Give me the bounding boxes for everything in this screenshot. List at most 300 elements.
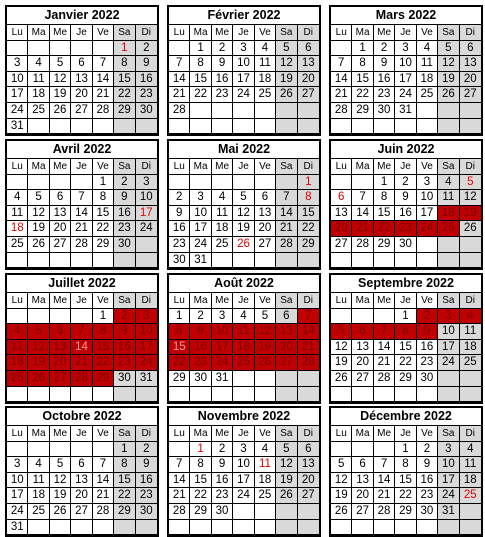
day-cell: 28 — [169, 504, 190, 520]
day-cell: 31 — [212, 371, 233, 387]
day-cell: 28 — [71, 237, 92, 253]
day-cell: 23 — [417, 355, 438, 371]
empty-cell — [93, 387, 114, 403]
day-cell: 23 — [136, 488, 157, 504]
day-cell: 6 — [352, 457, 373, 473]
day-cell: 24 — [438, 488, 459, 504]
weekday-header: Ma — [352, 426, 373, 442]
day-cell: 1 — [114, 41, 135, 57]
empty-cell — [169, 387, 190, 403]
weekday-header: Ma — [28, 159, 49, 175]
empty-cell — [255, 371, 276, 387]
day-cell: 10 — [136, 324, 157, 340]
month-block — [329, 406, 483, 537]
day-cell: 18 — [28, 488, 49, 504]
weekday-header: Di — [298, 426, 319, 442]
weekday-header: Lu — [331, 293, 352, 309]
day-cell: 30 — [395, 237, 416, 253]
empty-cell — [417, 387, 438, 403]
day-cell: 21 — [93, 488, 114, 504]
day-cell: 6 — [50, 324, 71, 340]
day-cell: 8 — [114, 56, 135, 72]
empty-cell — [28, 520, 49, 536]
month-grid — [331, 426, 481, 535]
empty-cell — [255, 504, 276, 520]
day-cell: 10 — [395, 56, 416, 72]
weekday-header: Lu — [7, 293, 28, 309]
empty-cell — [374, 442, 395, 458]
day-cell: 22 — [93, 355, 114, 371]
weekday-header: Ma — [352, 159, 373, 175]
day-cell: 6 — [255, 190, 276, 206]
weekday-header: Di — [460, 426, 481, 442]
day-cell: 20 — [71, 488, 92, 504]
empty-cell — [136, 237, 157, 253]
day-cell: 22 — [114, 488, 135, 504]
empty-cell — [28, 41, 49, 57]
day-cell: 3 — [136, 309, 157, 325]
empty-cell — [438, 119, 459, 135]
month-title: Avril 2022 — [7, 141, 157, 159]
month-grid — [7, 159, 157, 268]
day-cell: 18 — [7, 355, 28, 371]
weekday-header: Me — [212, 293, 233, 309]
day-cell: 1 — [93, 175, 114, 191]
weekday-header: Di — [136, 25, 157, 41]
day-cell: 24 — [7, 103, 28, 119]
day-cell: 18 — [212, 221, 233, 237]
empty-cell — [417, 520, 438, 536]
day-cell: 22 — [395, 488, 416, 504]
day-cell: 25 — [255, 87, 276, 103]
day-cell: 9 — [212, 457, 233, 473]
empty-cell — [93, 520, 114, 536]
empty-cell — [374, 253, 395, 269]
weekday-header: Ma — [28, 25, 49, 41]
day-cell: 3 — [233, 41, 254, 57]
day-cell: 18 — [438, 206, 459, 222]
empty-cell — [417, 237, 438, 253]
day-cell: 1 — [395, 442, 416, 458]
day-cell: 12 — [460, 190, 481, 206]
day-cell: 27 — [352, 504, 373, 520]
empty-cell — [374, 387, 395, 403]
day-cell: 19 — [28, 221, 49, 237]
day-cell: 23 — [190, 355, 211, 371]
day-cell: 24 — [233, 87, 254, 103]
day-cell: 14 — [374, 473, 395, 489]
day-cell: 4 — [438, 175, 459, 191]
day-cell: 7 — [331, 56, 352, 72]
weekday-header: Je — [395, 426, 416, 442]
empty-cell — [460, 371, 481, 387]
weekday-header: Je — [233, 426, 254, 442]
day-cell: 16 — [136, 72, 157, 88]
weekday-header: Je — [71, 426, 92, 442]
weekday-header: Sa — [438, 159, 459, 175]
day-cell: 23 — [114, 221, 135, 237]
month-grid — [169, 426, 319, 535]
month-block — [329, 139, 483, 270]
day-cell: 5 — [50, 56, 71, 72]
day-cell: 15 — [114, 473, 135, 489]
day-cell: 20 — [276, 340, 297, 356]
day-cell: 16 — [212, 473, 233, 489]
weekday-header: Sa — [438, 25, 459, 41]
day-cell: 27 — [460, 87, 481, 103]
empty-cell — [331, 309, 352, 325]
day-cell: 2 — [417, 309, 438, 325]
day-cell: 20 — [71, 87, 92, 103]
day-cell: 23 — [114, 355, 135, 371]
empty-cell — [136, 520, 157, 536]
day-cell: 5 — [28, 324, 49, 340]
day-cell: 6 — [71, 56, 92, 72]
day-cell: 21 — [276, 221, 297, 237]
day-cell: 21 — [352, 221, 373, 237]
empty-cell — [28, 253, 49, 269]
day-cell: 29 — [114, 103, 135, 119]
day-cell: 27 — [298, 488, 319, 504]
empty-cell — [169, 41, 190, 57]
empty-cell — [71, 119, 92, 135]
day-cell: 28 — [169, 103, 190, 119]
day-cell: 25 — [7, 371, 28, 387]
weekday-header: Lu — [169, 426, 190, 442]
empty-cell — [190, 387, 211, 403]
empty-cell — [438, 520, 459, 536]
month-block — [329, 273, 483, 404]
empty-cell — [331, 387, 352, 403]
day-cell: 24 — [212, 355, 233, 371]
day-cell: 27 — [298, 87, 319, 103]
day-cell: 9 — [169, 206, 190, 222]
weekday-header: Je — [395, 25, 416, 41]
empty-cell — [417, 253, 438, 269]
day-cell: 11 — [28, 473, 49, 489]
day-cell: 27 — [50, 237, 71, 253]
weekday-header: Lu — [169, 293, 190, 309]
month-block — [329, 5, 483, 136]
day-cell: 31 — [438, 504, 459, 520]
day-cell: 6 — [352, 324, 373, 340]
empty-cell — [417, 103, 438, 119]
empty-cell — [395, 253, 416, 269]
day-cell: 14 — [71, 340, 92, 356]
day-cell: 26 — [331, 371, 352, 387]
day-cell: 13 — [298, 457, 319, 473]
day-cell: 11 — [28, 72, 49, 88]
weekday-header: Di — [460, 159, 481, 175]
day-cell: 30 — [114, 371, 135, 387]
empty-cell — [190, 103, 211, 119]
day-cell: 19 — [50, 488, 71, 504]
day-cell: 11 — [7, 206, 28, 222]
empty-cell — [169, 119, 190, 135]
weekday-header: Je — [233, 293, 254, 309]
weekday-header: Ma — [28, 293, 49, 309]
day-cell: 15 — [352, 72, 373, 88]
empty-cell — [276, 387, 297, 403]
day-cell: 9 — [374, 56, 395, 72]
day-cell: 25 — [28, 504, 49, 520]
day-cell: 2 — [136, 442, 157, 458]
day-cell: 12 — [50, 72, 71, 88]
empty-cell — [276, 504, 297, 520]
empty-cell — [136, 387, 157, 403]
day-cell: 9 — [395, 190, 416, 206]
day-cell: 7 — [298, 309, 319, 325]
day-cell: 4 — [7, 190, 28, 206]
weekday-header: Lu — [169, 159, 190, 175]
day-cell: 22 — [374, 221, 395, 237]
day-cell: 14 — [93, 473, 114, 489]
day-cell: 11 — [255, 56, 276, 72]
weekday-header: Sa — [276, 426, 297, 442]
month-grid — [169, 293, 319, 402]
day-cell: 1 — [190, 41, 211, 57]
day-cell: 28 — [93, 504, 114, 520]
day-cell: 4 — [255, 41, 276, 57]
day-cell: 28 — [352, 237, 373, 253]
day-cell: 22 — [298, 221, 319, 237]
day-cell: 15 — [114, 72, 135, 88]
day-cell: 26 — [50, 103, 71, 119]
day-cell: 17 — [136, 206, 157, 222]
empty-cell — [460, 387, 481, 403]
month-grid — [169, 159, 319, 268]
day-cell: 4 — [460, 442, 481, 458]
day-cell: 17 — [395, 72, 416, 88]
empty-cell — [233, 103, 254, 119]
day-cell: 25 — [212, 237, 233, 253]
day-cell: 19 — [438, 72, 459, 88]
day-cell: 15 — [93, 340, 114, 356]
empty-cell — [28, 387, 49, 403]
day-cell: 12 — [438, 56, 459, 72]
day-cell: 26 — [276, 488, 297, 504]
weekday-header: Lu — [7, 159, 28, 175]
day-cell: 16 — [212, 72, 233, 88]
day-cell: 7 — [276, 190, 297, 206]
day-cell: 3 — [438, 309, 459, 325]
day-cell: 5 — [255, 309, 276, 325]
day-cell: 25 — [255, 488, 276, 504]
day-cell: 8 — [374, 190, 395, 206]
day-cell: 11 — [460, 457, 481, 473]
day-cell: 25 — [7, 237, 28, 253]
empty-cell — [255, 520, 276, 536]
month-grid — [7, 293, 157, 402]
empty-cell — [438, 371, 459, 387]
empty-cell — [71, 442, 92, 458]
day-cell: 21 — [169, 87, 190, 103]
day-cell: 19 — [255, 340, 276, 356]
day-cell: 28 — [298, 355, 319, 371]
day-cell: 19 — [233, 221, 254, 237]
day-cell: 10 — [438, 457, 459, 473]
day-cell: 18 — [255, 72, 276, 88]
empty-cell — [190, 119, 211, 135]
day-cell: 28 — [374, 504, 395, 520]
day-cell: 27 — [276, 355, 297, 371]
day-cell: 29 — [93, 237, 114, 253]
day-cell: 3 — [438, 442, 459, 458]
empty-cell — [7, 41, 28, 57]
weekday-header: Ve — [417, 293, 438, 309]
day-cell: 27 — [50, 371, 71, 387]
day-cell: 31 — [395, 103, 416, 119]
day-cell: 30 — [136, 103, 157, 119]
day-cell: 27 — [352, 371, 373, 387]
month-block — [167, 139, 321, 270]
empty-cell — [93, 119, 114, 135]
month-title: Septembre 2022 — [331, 275, 481, 293]
month-block — [5, 139, 159, 270]
day-cell: 5 — [331, 324, 352, 340]
month-block — [167, 406, 321, 537]
empty-cell — [190, 520, 211, 536]
empty-cell — [233, 253, 254, 269]
day-cell: 22 — [169, 355, 190, 371]
day-cell: 25 — [460, 355, 481, 371]
empty-cell — [374, 520, 395, 536]
day-cell: 1 — [395, 309, 416, 325]
empty-cell — [136, 119, 157, 135]
weekday-header: Me — [50, 159, 71, 175]
weekday-header: Me — [374, 293, 395, 309]
day-cell: 12 — [331, 340, 352, 356]
empty-cell — [71, 520, 92, 536]
empty-cell — [114, 253, 135, 269]
empty-cell — [212, 119, 233, 135]
day-cell: 31 — [7, 520, 28, 536]
day-cell: 26 — [28, 237, 49, 253]
day-cell: 9 — [212, 56, 233, 72]
weekday-header: Sa — [114, 159, 135, 175]
weekday-header: Me — [50, 293, 71, 309]
day-cell: 4 — [417, 41, 438, 57]
day-cell: 18 — [460, 340, 481, 356]
month-block — [5, 5, 159, 136]
weekday-header: Sa — [438, 426, 459, 442]
weekday-header: Ve — [93, 159, 114, 175]
empty-cell — [374, 119, 395, 135]
day-cell: 26 — [50, 504, 71, 520]
day-cell: 20 — [352, 488, 373, 504]
day-cell: 3 — [7, 56, 28, 72]
empty-cell — [71, 309, 92, 325]
empty-cell — [298, 504, 319, 520]
day-cell: 11 — [255, 457, 276, 473]
day-cell: 22 — [190, 488, 211, 504]
empty-cell — [50, 520, 71, 536]
weekday-header: Ma — [190, 293, 211, 309]
day-cell: 28 — [71, 371, 92, 387]
empty-cell — [50, 175, 71, 191]
day-cell: 7 — [352, 190, 373, 206]
day-cell: 12 — [255, 324, 276, 340]
empty-cell — [298, 371, 319, 387]
day-cell: 26 — [233, 237, 254, 253]
empty-cell — [212, 253, 233, 269]
day-cell: 22 — [93, 221, 114, 237]
month-grid — [331, 159, 481, 268]
month-title: Août 2022 — [169, 275, 319, 293]
day-cell: 24 — [136, 355, 157, 371]
day-cell: 24 — [233, 488, 254, 504]
empty-cell — [276, 119, 297, 135]
day-cell: 1 — [93, 309, 114, 325]
empty-cell — [438, 253, 459, 269]
day-cell: 9 — [417, 457, 438, 473]
weekday-header: Sa — [114, 426, 135, 442]
day-cell: 18 — [417, 72, 438, 88]
day-cell: 30 — [374, 103, 395, 119]
empty-cell — [233, 371, 254, 387]
day-cell: 7 — [71, 324, 92, 340]
day-cell: 4 — [7, 324, 28, 340]
empty-cell — [7, 253, 28, 269]
day-cell: 4 — [28, 56, 49, 72]
day-cell: 3 — [136, 175, 157, 191]
empty-cell — [352, 119, 373, 135]
day-cell: 30 — [136, 504, 157, 520]
empty-cell — [438, 387, 459, 403]
day-cell: 26 — [28, 371, 49, 387]
day-cell: 3 — [395, 41, 416, 57]
empty-cell — [255, 103, 276, 119]
day-cell: 5 — [460, 175, 481, 191]
day-cell: 19 — [331, 488, 352, 504]
month-title: Juillet 2022 — [7, 275, 157, 293]
weekday-header: Lu — [331, 25, 352, 41]
day-cell: 29 — [298, 237, 319, 253]
day-cell: 23 — [169, 237, 190, 253]
day-cell: 10 — [212, 324, 233, 340]
day-cell: 4 — [212, 190, 233, 206]
day-cell: 27 — [255, 237, 276, 253]
weekday-header: Di — [298, 25, 319, 41]
day-cell: 12 — [233, 206, 254, 222]
month-block — [167, 273, 321, 404]
day-cell: 9 — [136, 457, 157, 473]
day-cell: 31 — [190, 253, 211, 269]
day-cell: 7 — [93, 56, 114, 72]
day-cell: 3 — [233, 442, 254, 458]
day-cell: 24 — [395, 87, 416, 103]
day-cell: 16 — [374, 72, 395, 88]
day-cell: 30 — [169, 253, 190, 269]
weekday-header: Sa — [114, 293, 135, 309]
weekday-header: Ve — [255, 159, 276, 175]
day-cell: 25 — [233, 355, 254, 371]
empty-cell — [276, 175, 297, 191]
day-cell: 2 — [374, 41, 395, 57]
day-cell: 4 — [460, 309, 481, 325]
empty-cell — [233, 504, 254, 520]
weekday-header: Ma — [190, 25, 211, 41]
day-cell: 13 — [255, 206, 276, 222]
day-cell: 22 — [190, 87, 211, 103]
empty-cell — [50, 253, 71, 269]
empty-cell — [114, 520, 135, 536]
weekday-header: Sa — [276, 159, 297, 175]
weekday-header: Di — [298, 159, 319, 175]
day-cell: 12 — [28, 206, 49, 222]
day-cell: 21 — [93, 87, 114, 103]
day-cell: 5 — [438, 41, 459, 57]
